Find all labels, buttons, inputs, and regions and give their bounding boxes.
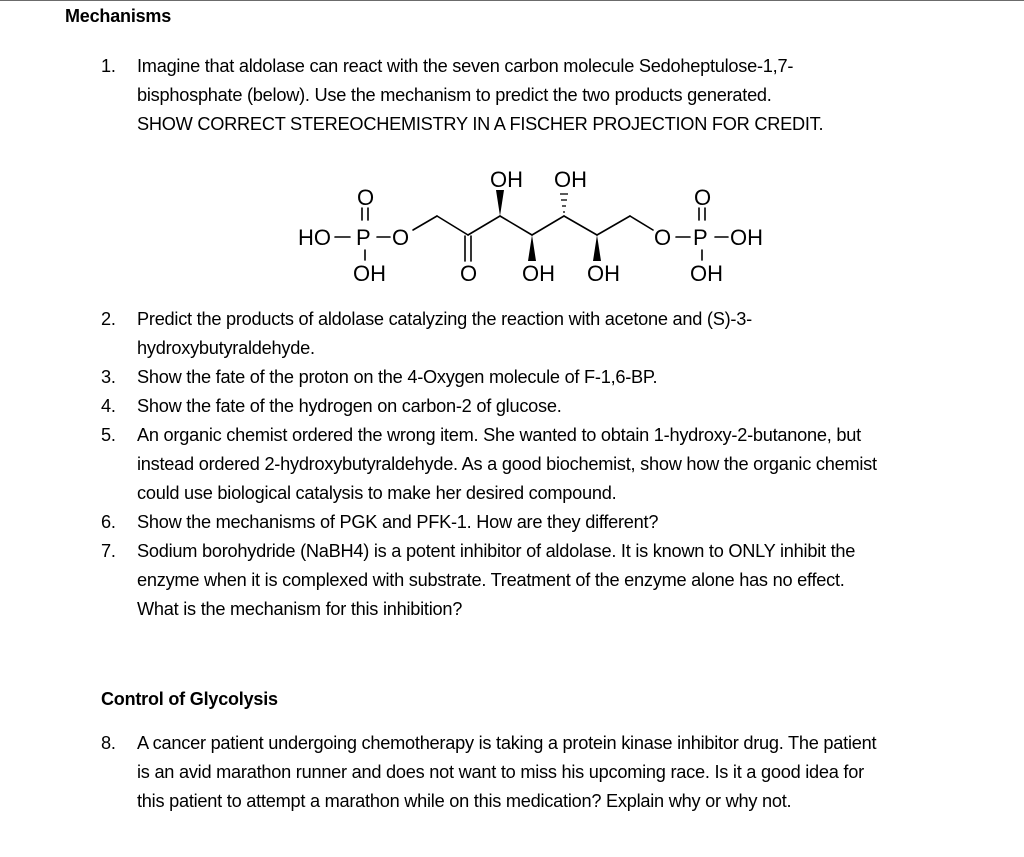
question-text	[137, 421, 877, 508]
question-text	[137, 729, 876, 816]
question-line: Show the mechanisms of PGK and PFK-1. How are they different?	[137, 512, 659, 532]
question-line: is an avid marathon runner and does not want to miss his upcoming race. Is it a good idea for	[137, 762, 864, 782]
atom-label-o: O	[392, 225, 410, 250]
question-line: An organic chemist ordered the wrong item. She wanted to obtain 1-hydroxy-2-butanone, but	[137, 425, 861, 445]
question-number: 1.	[101, 56, 116, 76]
question-number: 6.	[101, 512, 116, 532]
question-line: Sodium borohydride (NaBH4) is a potent inhibitor of aldolase. It is known to ONLY inhibit the	[137, 541, 856, 561]
atom-label-oh: OH	[554, 167, 587, 192]
atom-label-o: O	[460, 261, 478, 286]
question-line: Imagine that aldolase can react with the seven carbon molecule Sedoheptulose-1,7-	[137, 56, 794, 76]
question-number: 5.	[101, 425, 116, 445]
question-number: 4.	[101, 396, 116, 416]
question-text	[137, 363, 657, 392]
question-text	[137, 537, 855, 624]
page-top-border	[0, 0, 1024, 1]
atom-label-oh: OH	[522, 261, 555, 286]
atom-label-p: P	[356, 225, 371, 250]
question-text	[137, 508, 658, 537]
question-number: 7.	[101, 541, 116, 561]
question-line: Show the fate of the hydrogen on carbon-2 of glucose.	[137, 396, 562, 416]
atom-label-oh: OH	[690, 261, 723, 286]
question-number: 8.	[101, 733, 116, 753]
section-heading-mechanisms: Mechanisms	[65, 6, 172, 26]
atom-label-o: O	[357, 185, 375, 210]
question-number: 2.	[101, 309, 116, 329]
sedoheptulose-bisphosphate-structure	[280, 160, 780, 290]
section-heading-control-of-glycolysis: Control of Glycolysis	[101, 689, 278, 709]
atom-label-o: O	[654, 225, 672, 250]
atom-label-ho: HO	[298, 225, 331, 250]
question-line: this patient to attempt a marathon while on this medication? Explain why or why not.	[137, 791, 792, 811]
question-text	[137, 52, 823, 139]
question-line: What is the mechanism for this inhibition?	[137, 599, 463, 619]
atom-label-oh: OH	[587, 261, 620, 286]
question-text	[137, 392, 562, 421]
atom-label-o: O	[694, 185, 712, 210]
question-line: hydroxybutyraldehyde.	[137, 338, 315, 358]
atom-label-oh: OH	[730, 225, 763, 250]
atom-label-p: P	[693, 225, 708, 250]
question-text	[137, 305, 752, 363]
atom-label-oh: OH	[490, 167, 523, 192]
question-number: 3.	[101, 367, 116, 387]
atom-label-oh: OH	[353, 261, 386, 286]
question-line: could use biological catalysis to make her desired compound.	[137, 483, 617, 503]
question-line: Predict the products of aldolase catalyzing the reaction with acetone and (S)-3-	[137, 309, 752, 329]
question-line: Show the fate of the proton on the 4-Oxygen molecule of F-1,6-BP.	[137, 367, 658, 387]
question-line: bisphosphate (below). Use the mechanism to predict the two products generated.	[137, 85, 772, 105]
question-line: SHOW CORRECT STEREOCHEMISTRY IN A FISCHER PROJECTION FOR CREDIT.	[137, 114, 824, 134]
question-line: A cancer patient undergoing chemotherapy is taking a protein kinase inhibitor drug. The patient	[137, 733, 877, 753]
question-line: instead ordered 2-hydroxybutyraldehyde. As a good biochemist, show how the organic chemist	[137, 454, 877, 474]
question-line: enzyme when it is complexed with substrate. Treatment of the enzyme alone has no effect.	[137, 570, 845, 590]
